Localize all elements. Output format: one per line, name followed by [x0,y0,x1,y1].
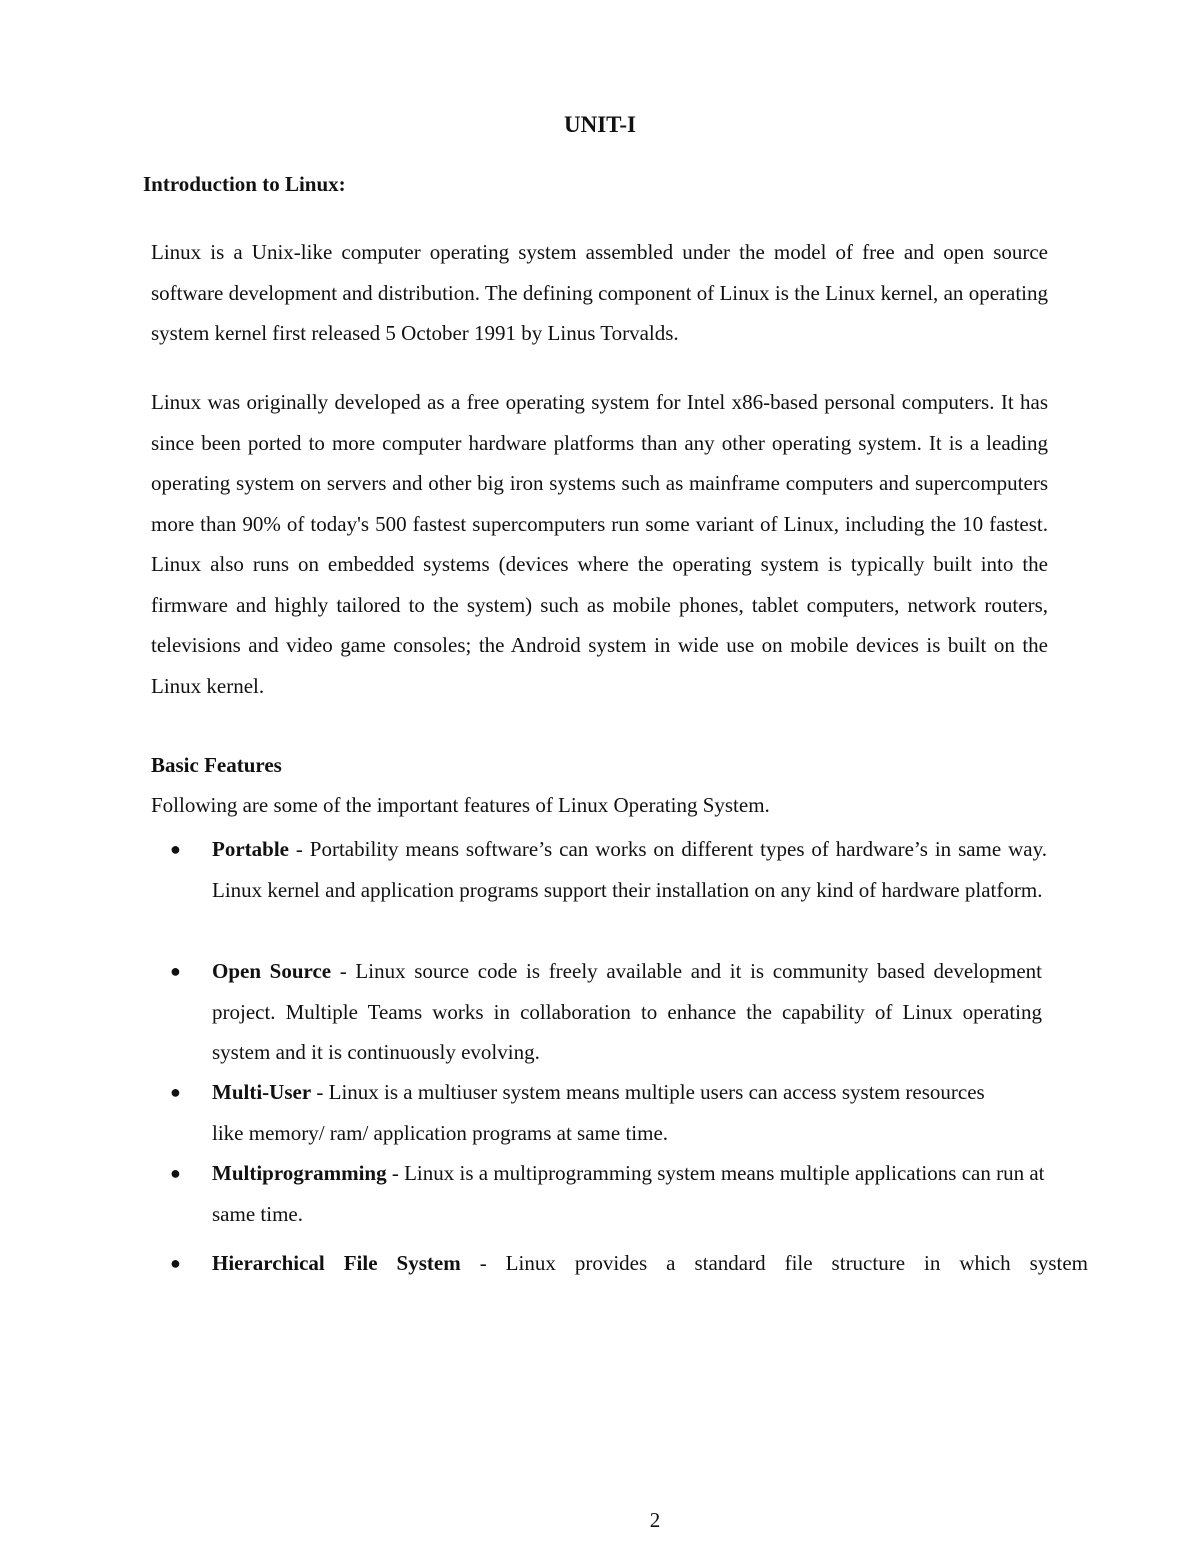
feature-item-hierarchical-file-system [168,1243,1088,1284]
bullet-icon: ● [170,1163,181,1183]
feature-item-portable [168,829,1047,910]
intro-heading: Introduction to Linux: [143,172,346,196]
features-intro: Following are some of the important features of Linux Operating System. [151,793,770,817]
bullet-icon: ● [170,961,181,981]
feature-description: - Linux is a multiprogramming system means multiple applications can run at same time. [212,1161,1045,1226]
feature-item-multiprogramming [168,1153,1050,1234]
bullet-icon: ● [170,1082,181,1102]
feature-description: - Linux source code is freely available and it is community based development project. Multiple Teams works in collaboration to enhance the capability of Linux operating system and it is continuously evolving. [212,959,1042,1064]
feature-term: Portable [212,837,289,861]
intro-paragraph-1: Linux is a Unix-like computer operating system assembled under the model of free and open source software development and distribution. The defining component of Linux is the Linux kernel, an operating system kernel first released 5 October 1991 by Linus Torvalds. [151,240,1048,345]
feature-description: - Linux provides a standard file structure in which system [460,1251,1088,1275]
page-number: 2 [649,1508,661,1532]
feature-item-open-source [168,951,1042,1073]
feature-description: - Portability means software’s can works on different types of hardware’s in same way. Linux kernel and application programs support their installation on any kind of hardware platform. [212,837,1047,902]
bullet-icon: ● [170,839,181,859]
unit-title: UNIT-I [563,112,636,137]
feature-term: Multiprogramming [212,1161,387,1185]
intro-paragraph-2: Linux was originally developed as a free operating system for Intel x86-based personal computers. It has since been ported to more computer hardware platforms than any other operating system. It is a leading operating system on servers and other big iron systems such as mainframe computers and supercomputers more than 90% of today's 500 fastest supercomputers run some variant of Linux, including the 10 fastest. Linux also runs on embedded systems (devices where the operating system is typically built into the firmware and highly tailored to the system) such as mobile phones, tablet computers, network routers, televisions and video game consoles; the Android system in wide use on mobile devices is built on the Linux kernel. [151,390,1048,698]
feature-term: Hierarchical File System [212,1251,461,1275]
feature-description: - Linux is a multiuser system means multiple users can access system resources like memory/ ram/ application programs at same time. [212,1080,985,1145]
feature-term: Multi-User [212,1080,312,1104]
features-heading: Basic Features [151,753,282,777]
bullet-icon: ● [170,1253,181,1273]
feature-term: Open Source [212,959,332,983]
feature-item-multi-user [168,1072,992,1153]
